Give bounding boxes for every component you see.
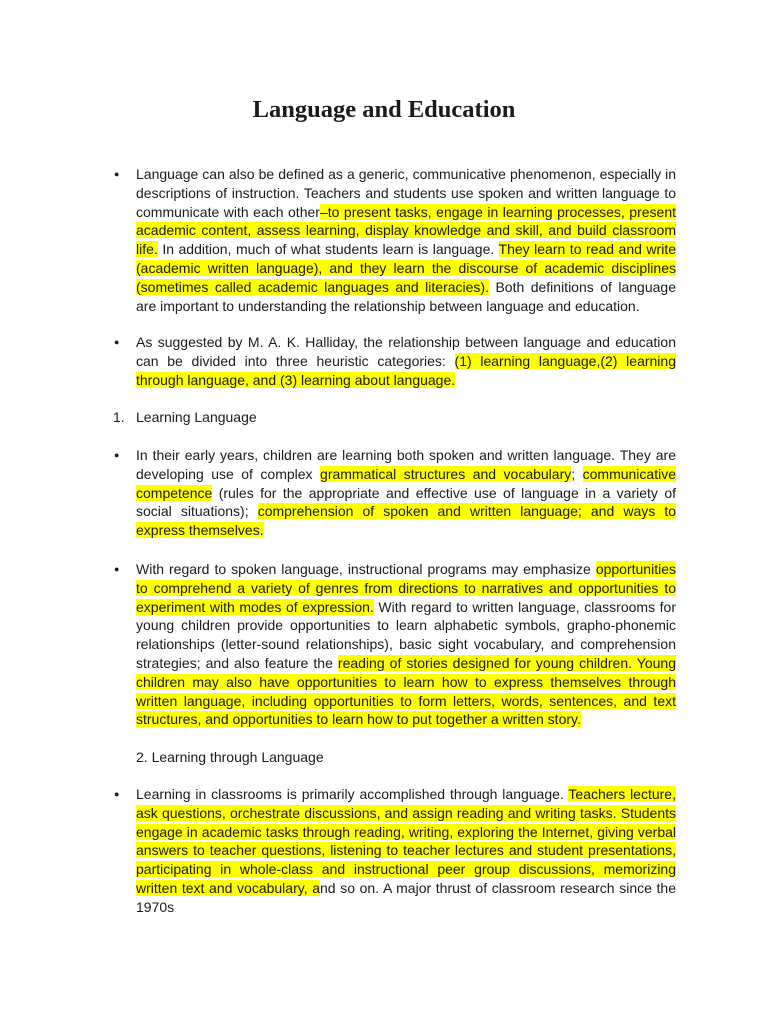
highlighted-text: opportunities to comprehend a variety of genres from directions to narratives and opportunities to experiment with modes of expression. bbox=[136, 561, 676, 615]
highlighted-text: reading of stories designed for young children. Young children may also have opportunities to learn how to express themselves through written language, including opportunities to form letters, words, sentences, and text structures, and opportunities to learn how to put together a written story. bbox=[136, 654, 677, 728]
paragraph-spoken-written bbox=[136, 560, 676, 729]
highlighted-text: communicative competence bbox=[136, 465, 676, 501]
text-run: With regard to written language, classrooms for young children provide opportunities to learn alphabetic symbols, grapho-phonemic relationships (letter-sound relationships), basic sight vocabulary, and comprehension strategies; and also feature the bbox=[136, 598, 677, 671]
text-run: With regard to spoken language, instructional programs may emphasize bbox=[136, 561, 596, 577]
list-number: 1. bbox=[113, 409, 125, 425]
text-run: ; bbox=[571, 465, 583, 482]
highlighted-text: –to present tasks, engage in learning processes, present academic content, assess learning, display knowledge and skill, and build classroom life. bbox=[136, 203, 676, 258]
text-run: In addition, much of what students learn is language. bbox=[157, 241, 499, 258]
bullet-icon: ● bbox=[114, 450, 120, 460]
bullet-icon: ● bbox=[114, 564, 120, 574]
text-run: nd so on. A major thrust of classroom research since the 1970s bbox=[136, 879, 676, 915]
text-run: Both definitions of language are important to understanding the relationship between language and education. bbox=[136, 278, 676, 314]
highlighted-text: They learn to read and write (academic written language), and they learn the discourse of academic disciplines (sometimes called academic languages and literacies). bbox=[136, 241, 676, 295]
paragraph-classroom-learning bbox=[136, 785, 676, 917]
bullet-icon: ● bbox=[114, 169, 120, 179]
bullet-icon: ● bbox=[114, 789, 120, 799]
paragraph-halliday-categories bbox=[136, 333, 676, 389]
paragraph-language-definition bbox=[136, 165, 676, 315]
bullet-icon: ● bbox=[114, 337, 120, 347]
text-run: Learning in classrooms is primarily accomplished through language. bbox=[136, 786, 569, 802]
highlighted-text: comprehension of spoken and written language; and ways to express themselves. bbox=[136, 503, 676, 539]
page-title: Language and Education bbox=[252, 96, 516, 123]
paragraph-early-years bbox=[136, 446, 676, 540]
text-run: (rules for the appropriate and effective use of language in a variety of social situations); bbox=[136, 484, 676, 520]
section-heading-learning-language: Learning Language bbox=[136, 409, 257, 425]
text-run: Language can also be defined as a generic, communicative phenomenon, especially in descriptions of instruction. Teachers and students use spoken and written language to communicate with each other bbox=[136, 166, 676, 220]
section-heading-learning-through-language: 2. Learning through Language bbox=[136, 749, 324, 765]
text-run: In their early years, children are learning both spoken and written language. They are developing use of complex bbox=[136, 447, 676, 482]
highlighted-text: grammatical structures and vocabulary bbox=[320, 465, 572, 482]
highlighted-text: (1) learning language,(2) learning through language, and (3) learning about language. bbox=[136, 352, 676, 388]
highlighted-text: Teachers lecture, ask questions, orchestrate discussions, and assign reading and writing tasks. Students engage in academic tasks through reading, writing, exploring the Internet, giving verbal answers to teacher questions, listening to teacher lectures and student presentations, participating in whole-class and instructional peer group discussions, memorizing written text and vocabulary, a bbox=[136, 786, 676, 896]
text-run: As suggested by M. A. K. Halliday, the relationship between language and education can be divided into three heuristic categories: bbox=[136, 334, 676, 369]
